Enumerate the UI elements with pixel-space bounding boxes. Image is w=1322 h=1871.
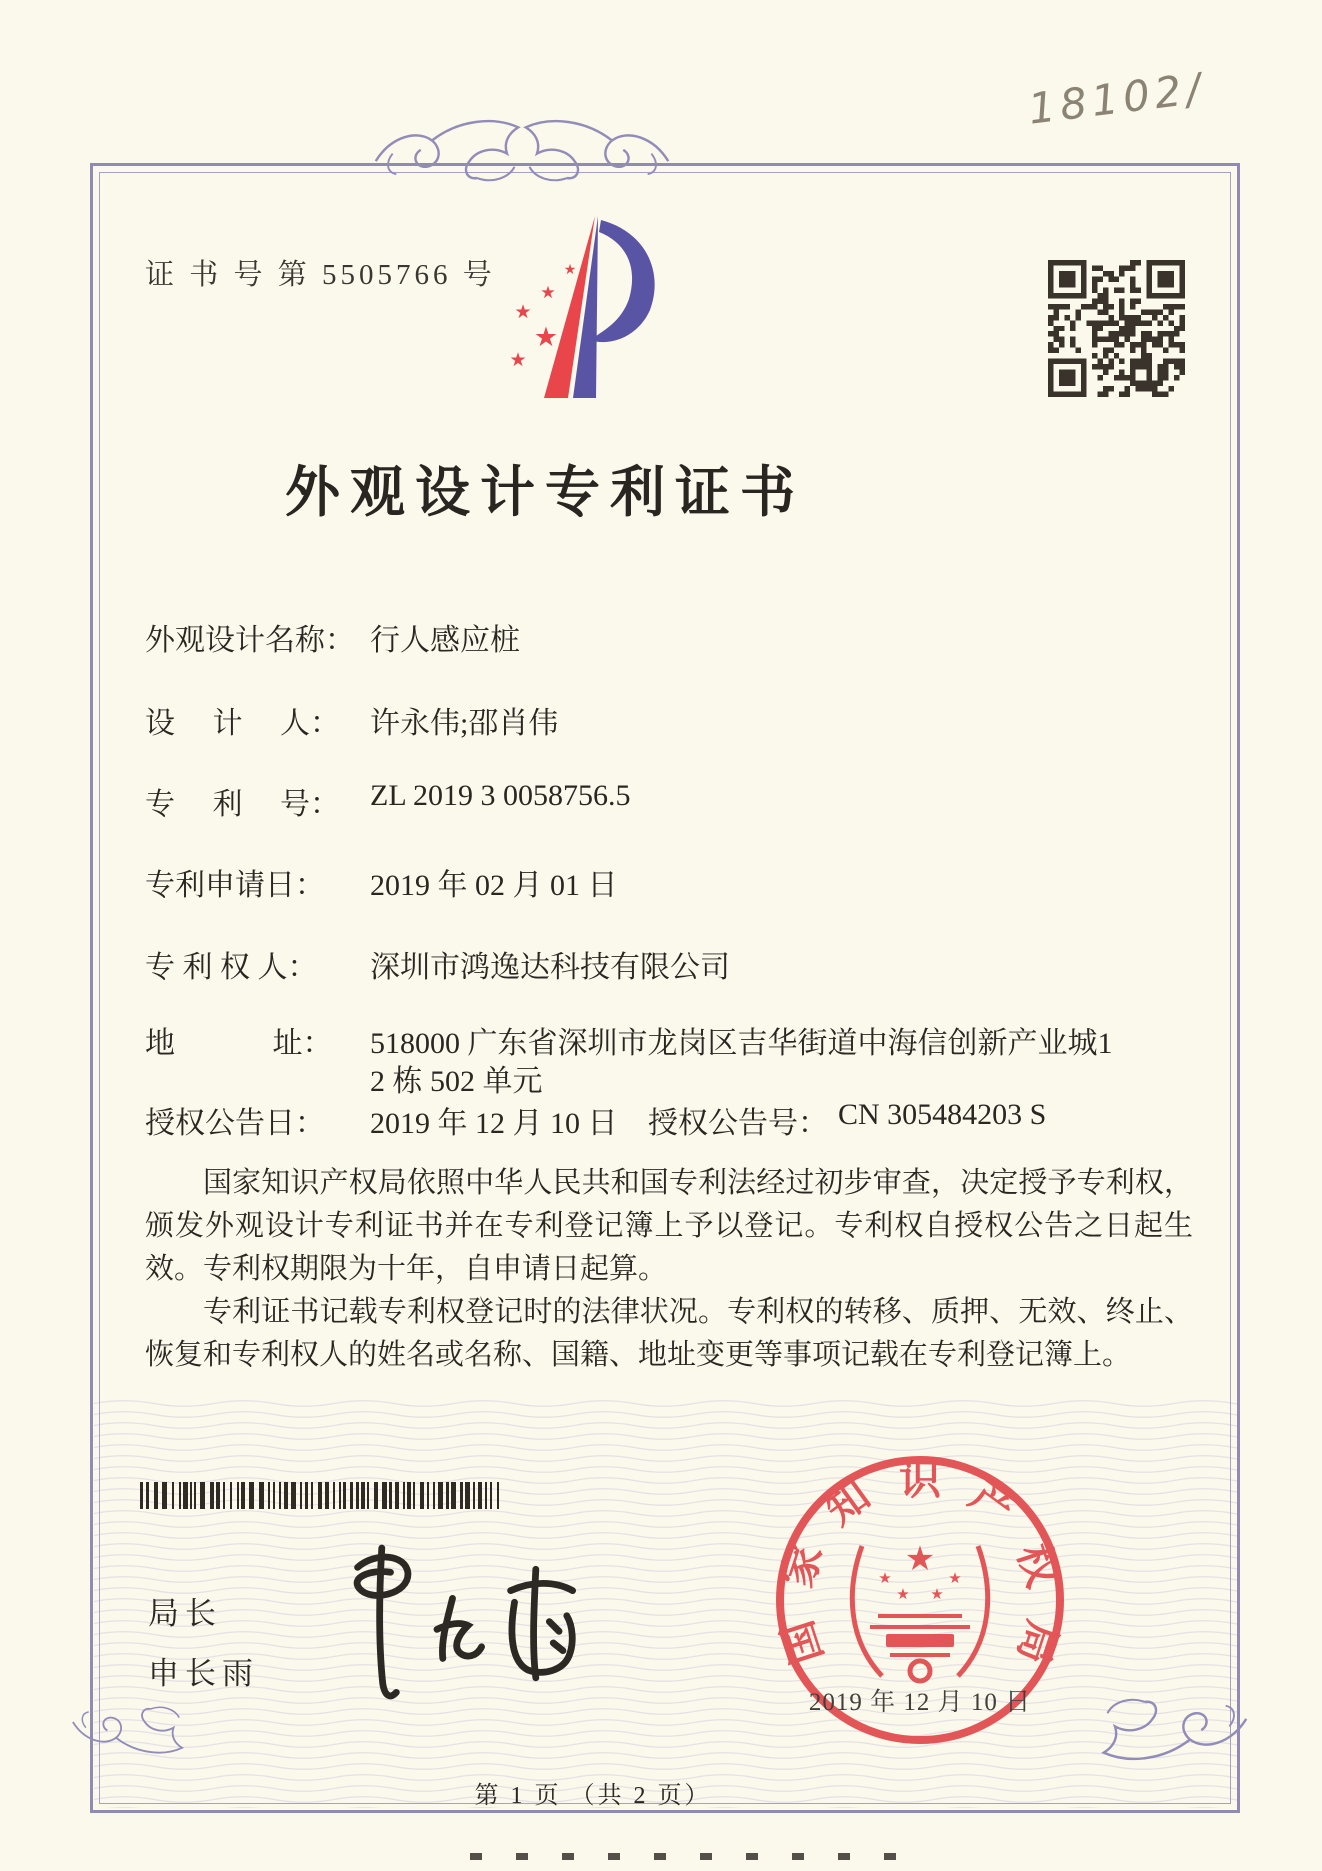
field-label: 外观设计名称：	[145, 624, 355, 657]
bottom-left-flourish	[70, 1700, 185, 1764]
legal-paragraph-2: 专利证书记载专利权登记时的法律状况。专利权的转移、质押、无效、终止、恢复和专利权人的姓名或名称、国籍、地址变更等事项记载在专利登记簿上。	[145, 1296, 1193, 1371]
logo-star-icon: ★	[533, 322, 559, 352]
logo-star-icon: ★	[540, 283, 556, 302]
field-value: 许永伟;邵肖伟	[370, 707, 559, 740]
seal-ring-char: 产	[961, 1472, 1023, 1535]
grant-date-value: 2019 年 12 月 10 日	[370, 1107, 618, 1140]
page-number: 第 1 页 （共 2 页）	[474, 1783, 712, 1809]
grant-date-label: 授权公告日：	[145, 1107, 325, 1140]
logo-star-icon: ★	[509, 350, 527, 371]
field-designer	[145, 698, 1215, 740]
field-value: 518000 广东省深圳市龙岗区吉华街道中海信创新产业城1	[370, 1027, 1113, 1060]
field-label: 专利申请日：	[145, 869, 325, 902]
signatory-title: 局长	[148, 1596, 222, 1631]
svg-text:★: ★	[948, 1571, 962, 1587]
svg-text:★: ★	[896, 1587, 910, 1603]
svg-text:★: ★	[878, 1571, 892, 1587]
seal-ring-char: 知	[817, 1472, 879, 1535]
field-label: 设 计 人：	[145, 707, 340, 740]
grant-number-label: 授权公告号：	[648, 1107, 828, 1140]
top-flourish-left	[372, 108, 522, 188]
field-grant-row	[145, 1098, 1215, 1140]
field-value: 行人感应桩	[370, 624, 520, 657]
field-value: 2019 年 02 月 01 日	[370, 869, 618, 902]
field-patent-number	[145, 779, 1215, 821]
logo-star-icon: ★	[514, 302, 532, 323]
legal-text-block	[145, 1162, 1193, 1377]
field-value: ZL 2019 3 0058756.5	[370, 779, 631, 812]
field-filing-date	[145, 860, 1215, 902]
seal-ring-char: 国	[775, 1614, 833, 1670]
seal-ring-char: 家	[775, 1538, 833, 1594]
seal-ring-char: 局	[1007, 1614, 1065, 1670]
legal-paragraph-1: 国家知识产权局依照中华人民共和国专利法经过初步审查，决定授予专利权，颁发外观设计专利证书并在专利登记簿上予以登记。专利权自授权公告之日起生效。专利权期限为十年，自申请日起算。	[145, 1167, 1193, 1285]
seal-ring-char: 权	[1007, 1538, 1065, 1594]
grant-number-value: CN 305484203 S	[838, 1098, 1047, 1131]
field-patentee	[145, 942, 1215, 984]
certificate-title: 外观设计专利证书	[284, 462, 805, 523]
field-label: 专 利 号：	[145, 788, 340, 821]
seal-date: 2019 年 12 月 10 日	[808, 1689, 1032, 1716]
field-address	[145, 1018, 1215, 1060]
field-label: 专 利 权 人：	[145, 951, 318, 984]
qr-code	[1048, 260, 1185, 397]
svg-text:★: ★	[930, 1587, 944, 1603]
field-design-name	[145, 615, 1215, 657]
signatory-name: 申长雨	[148, 1656, 259, 1691]
bottom-right-flourish	[1100, 1692, 1250, 1772]
svg-text:★: ★	[904, 1541, 936, 1578]
seal-ring-char: 识	[898, 1458, 942, 1504]
field-value: 深圳市鸿逸达科技有限公司	[370, 951, 730, 984]
official-seal-stamp	[770, 1450, 1070, 1750]
field-label: 地 址：	[145, 1027, 333, 1060]
barcode	[140, 1482, 506, 1509]
director-signature	[282, 1538, 592, 1713]
national-emblem-icon	[852, 1541, 987, 1681]
field-address-line2: 2 栋 502 单元	[370, 1065, 543, 1098]
handwritten-file-number: 18102/	[1025, 63, 1209, 134]
certificate-number: 证 书 号 第 5505766 号	[145, 259, 496, 291]
logo-star-icon: ★	[563, 263, 577, 278]
clipped-next-page-text	[470, 1853, 920, 1860]
top-flourish-right	[522, 108, 672, 188]
cnipa-logo-icon	[470, 210, 680, 410]
